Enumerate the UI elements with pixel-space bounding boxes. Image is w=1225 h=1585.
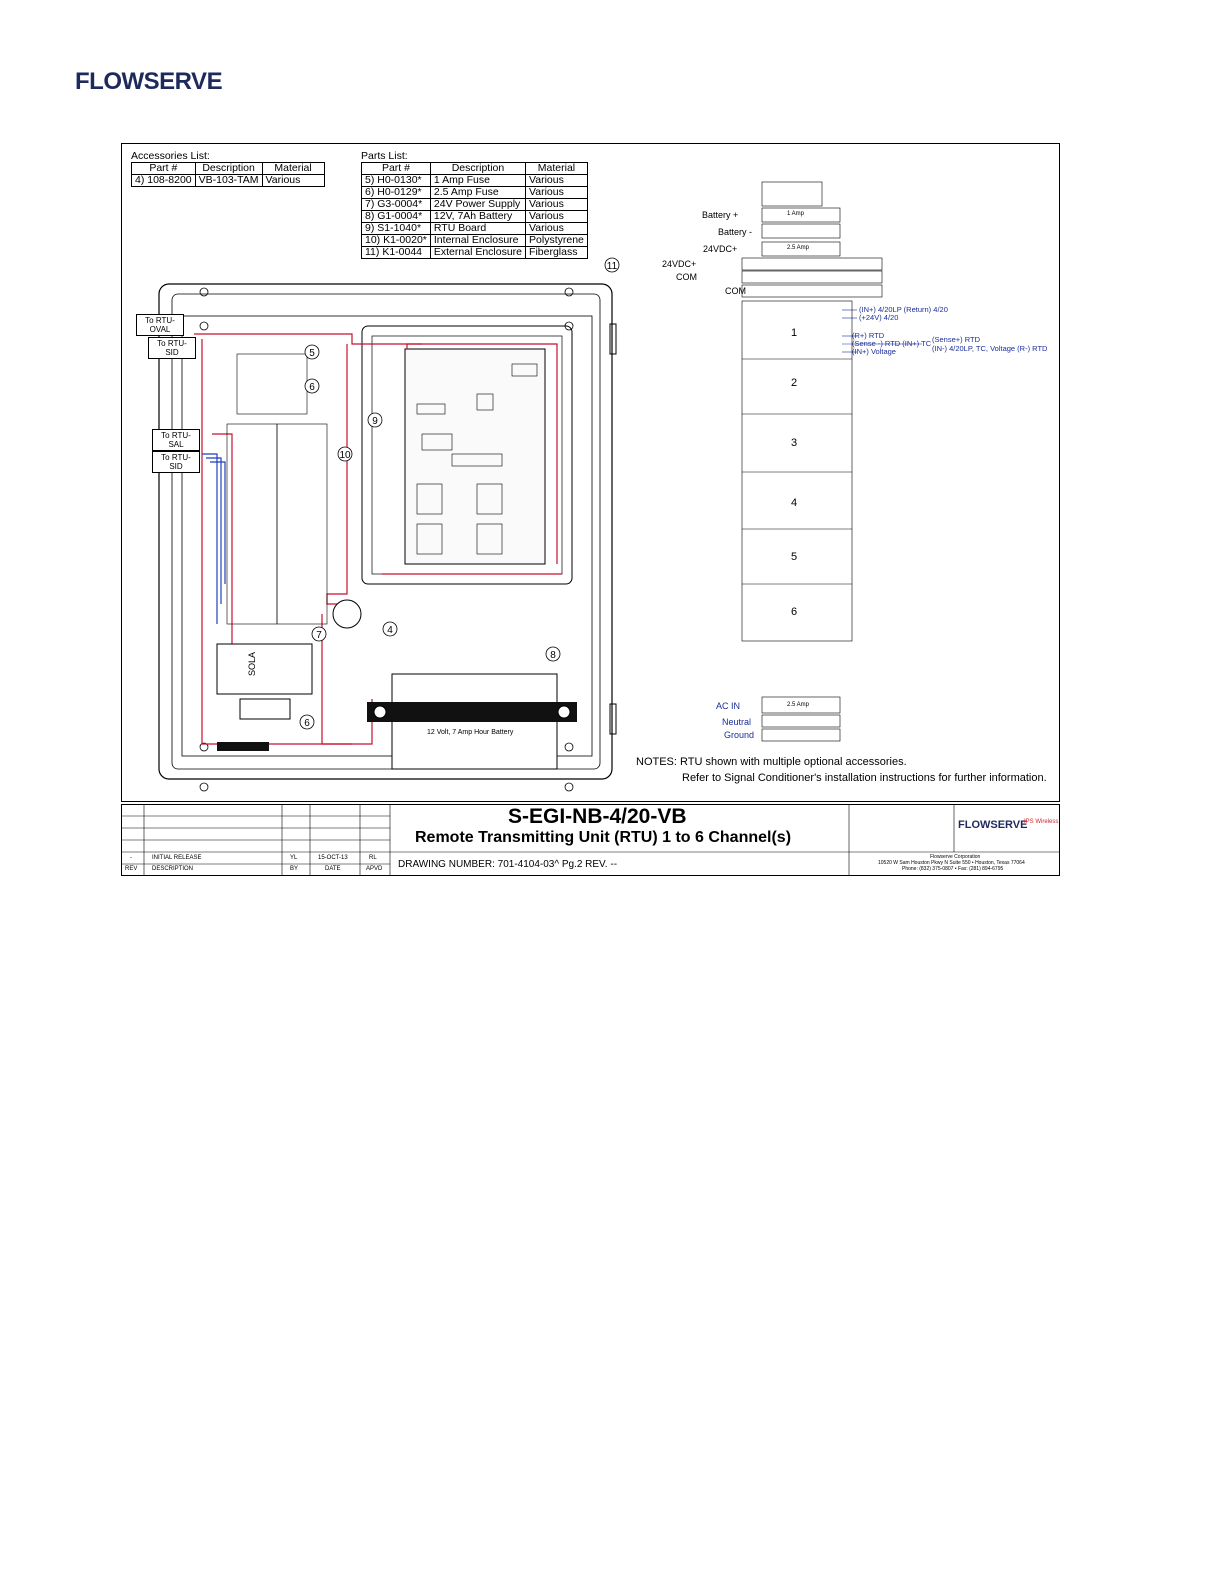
serial-label [217,742,269,751]
header-apvd: APVD [366,866,383,872]
fuse-1amp: 1 Amp [787,211,805,217]
rev-apvd: RL [369,855,377,861]
signal-r-plus: (R+) RTD [852,331,885,340]
header-description: DESCRIPTION [152,866,194,872]
power-supply [217,644,312,694]
cell: Various [262,175,324,187]
cell: Various [526,187,588,199]
signal-in-plus-voltage: (IN+) Voltage [852,347,896,356]
cell: RTU Board [430,223,525,235]
ac-in-label: AC IN [716,701,741,711]
fuse-25amp: 2.5 Amp [787,245,810,251]
signal-in-plus: (IN+) 4/20LP (Return) 4/20 [859,305,948,314]
enclosure-drawing [122,144,1059,801]
cell: Various [526,199,588,211]
cell: Internal Enclosure [430,235,525,247]
cell: 4) 108-8200 [132,175,196,187]
col-material: Material [526,163,588,175]
callout-9: 9 [372,416,378,427]
cell: External Enclosure [430,247,525,259]
rev-value: - [130,855,132,861]
col-material: Material [262,163,324,175]
cell: 24V Power Supply [430,199,525,211]
header-by: BY [290,866,299,872]
rev-by: YL [290,855,298,861]
channel-2: 2 [791,377,798,389]
cell: 12V, 7Ah Battery [430,211,525,223]
callout-7: 7 [316,630,322,641]
cell: 1 Amp Fuse [430,175,525,187]
rev-description: INITIAL RELEASE [152,855,202,861]
title-block [121,804,1060,876]
hinge [610,704,616,734]
cell: 5) H0-0130* [362,175,431,187]
col-description: Description [430,163,525,175]
callout-8: 8 [550,650,556,661]
cell: Various [526,223,588,235]
tag-rtu-sal: To RTU-SAL [152,429,200,451]
signal-sense-plus: (Sense+) RTD [932,335,981,344]
rtu-board [405,349,545,564]
logo-text: FLOWSERVE [75,68,223,95]
company-name: Flowserve Corporation [930,854,981,860]
accessories-title: Accessories List: [131,150,210,162]
cell: Polystyrene [526,235,588,247]
hinge [610,324,616,354]
col-description: Description [195,163,262,175]
strap-screw [558,706,570,718]
company-address: 10520 W Sam Houston Pkwy N Suite 550 • Houston, Texas 77064 [878,860,1025,866]
company-phone: Phone: (832) 375-0807 • Fax: (281) 894-6795 [902,866,1004,872]
blue-wiring [202,454,225,624]
flowserve-logo [75,68,225,108]
cell: 2.5 Amp Fuse [430,187,525,199]
tag-rtu-sid-2: To RTU-SID [152,451,200,473]
notes-line-1: NOTES: RTU shown with multiple optional accessories. [636,756,907,768]
fuse-block [240,699,290,719]
battery-minus-label: Battery - [718,227,753,237]
channel-1: 1 [791,327,798,339]
channel-3: 3 [791,437,798,449]
cell: 8) G1-0004* [362,211,431,223]
cell: 7) G3-0004* [362,199,431,211]
psu-label: SOLA [247,651,258,677]
cell: VB-103-TAM [195,175,262,187]
callout-6b: 6 [304,718,310,729]
channel-4: 4 [791,497,798,509]
cell: 11) K1-0044 [362,247,431,259]
cell: Various [526,211,588,223]
signal-24v: (+24V) 4/20 [859,313,899,322]
tag-rtu-oval: To RTU-OVAL [136,314,184,336]
drawing-number: DRAWING NUMBER: 701-4104-03^ Pg.2 REV. -- [398,859,618,870]
rev-date: 15-OCT-13 [318,855,348,861]
callout-6: 6 [309,382,315,393]
ground-label: Ground [724,730,755,740]
neutral-label: Neutral [722,717,752,727]
battery-strap [367,702,577,722]
schematic-terminals [742,182,885,741]
battery-label: 12 Volt, 7 Amp Hour Battery [427,729,514,736]
terminal-blocks [227,354,327,624]
channel-5: 5 [791,551,798,563]
header-rev: REV [125,866,138,872]
channel-6: 6 [791,606,798,618]
col-part: Part # [362,163,431,175]
battery-plus-label: Battery + [702,210,739,220]
parts-title: Parts List: [361,150,408,162]
signal-in-minus: (IN-) 4/20LP, TC, Voltage (R-) RTD [932,344,1048,353]
strap-screw [374,706,386,718]
notes-line-2: Refer to Signal Conditioner's installation instructions for further information. [682,772,1047,784]
fuse-25amp-ac: 2.5 Amp [787,702,810,708]
vdc-plus-label: 24VDC+ [662,259,697,269]
cell: 6) H0-0129* [362,187,431,199]
accessory-4 [333,600,361,628]
callout-10: 10 [339,450,351,461]
col-part: Part # [132,163,196,175]
brand-logo: FLOWSERVE [958,819,1028,831]
cell: 9) S1-1040* [362,223,431,235]
com-label-2: COM [725,286,746,296]
brand-sub: IPS Wireless [1024,819,1059,825]
com-label-1: COM [676,272,697,282]
drawing-sheet [121,143,1060,802]
header-date: DATE [325,866,341,872]
vdc-plus-top-label: 24VDC+ [703,244,738,254]
callout-11: 11 [606,261,618,272]
drawing-title: S-EGI-NB-4/20-VB [508,805,687,828]
cell: 10) K1-0020* [362,235,431,247]
tag-rtu-sid: To RTU-SID [148,337,196,359]
drawing-subtitle: Remote Transmitting Unit (RTU) 1 to 6 Channel(s) [415,829,792,846]
signal-sense-minus: (Sense -) RTD (IN+) TC [852,339,932,348]
callout-4: 4 [387,625,393,636]
cell: Fiberglass [526,247,588,259]
callout-5: 5 [309,348,315,359]
cell: Various [526,175,588,187]
